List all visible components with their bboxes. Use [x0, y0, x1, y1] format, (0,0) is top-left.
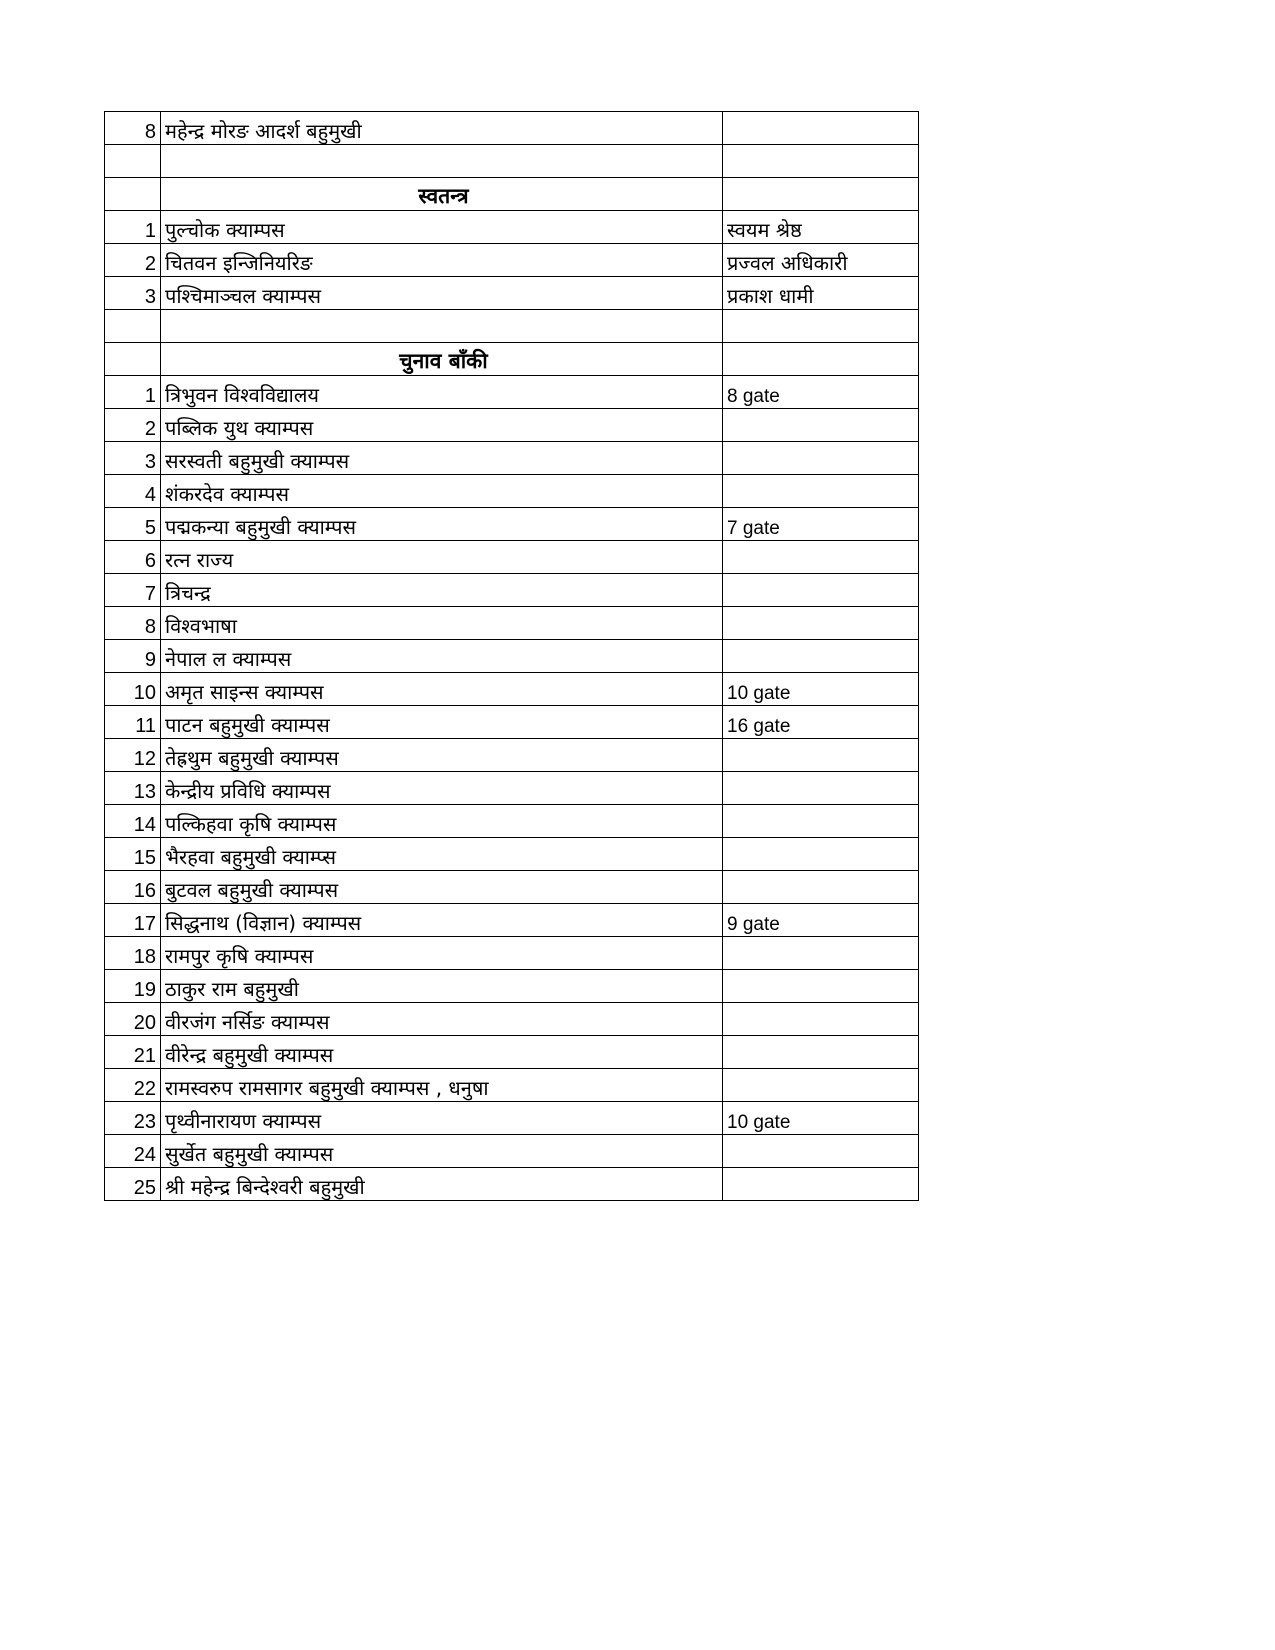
row-number: 14 — [105, 805, 161, 838]
table-row — [105, 376, 919, 409]
row-number: 7 — [105, 574, 161, 607]
note-cell: स्वयम श्रेष्ठ — [723, 211, 919, 244]
row-number: 6 — [105, 541, 161, 574]
row-number: 12 — [105, 739, 161, 772]
note-cell — [723, 640, 919, 673]
table-row — [105, 1135, 919, 1168]
empty-cell — [161, 145, 723, 178]
empty-cell — [161, 310, 723, 343]
row-number: 21 — [105, 1036, 161, 1069]
campus-name: वीरेन्द्र बहुमुखी क्याम्पस — [161, 1036, 723, 1069]
note-cell — [723, 805, 919, 838]
campus-name: बुटवल बहुमुखी क्याम्पस — [161, 871, 723, 904]
section-heading-row — [105, 343, 919, 376]
row-number: 18 — [105, 937, 161, 970]
table-row — [105, 706, 919, 739]
campus-name: त्रिचन्द्र — [161, 574, 723, 607]
campus-name: पश्चिमाञ्चल क्याम्पस — [161, 277, 723, 310]
campus-table-body — [105, 112, 919, 1201]
note-cell — [723, 871, 919, 904]
blank-row — [105, 310, 919, 343]
row-number: 3 — [105, 277, 161, 310]
campus-name: महेन्द्र मोरङ आदर्श बहुमुखी — [161, 112, 723, 145]
row-number: 25 — [105, 1168, 161, 1201]
note-cell: 9 gate — [723, 904, 919, 937]
empty-cell — [723, 178, 919, 211]
empty-cell — [105, 343, 161, 376]
campus-name: रामस्वरुप रामसागर बहुमुखी क्याम्पस , धनुषा — [161, 1069, 723, 1102]
note-cell: प्रज्वल अधिकारी — [723, 244, 919, 277]
campus-name: रत्न राज्य — [161, 541, 723, 574]
empty-cell — [723, 145, 919, 178]
empty-cell — [105, 310, 161, 343]
row-number: 8 — [105, 112, 161, 145]
note-cell — [723, 475, 919, 508]
note-cell — [723, 970, 919, 1003]
table-row — [105, 640, 919, 673]
note-cell — [723, 772, 919, 805]
note-cell — [723, 574, 919, 607]
row-number: 23 — [105, 1102, 161, 1135]
table-row — [105, 475, 919, 508]
row-number: 22 — [105, 1069, 161, 1102]
table-row — [105, 970, 919, 1003]
section-heading: स्वतन्त्र — [161, 178, 723, 211]
table-row — [105, 871, 919, 904]
empty-cell — [723, 343, 919, 376]
row-number: 8 — [105, 607, 161, 640]
row-number: 1 — [105, 376, 161, 409]
note-cell: 8 gate — [723, 376, 919, 409]
row-number: 11 — [105, 706, 161, 739]
table-row — [105, 772, 919, 805]
campus-name: सुर्खेत बहुमुखी क्याम्पस — [161, 1135, 723, 1168]
table-row — [105, 904, 919, 937]
campus-name: पाटन बहुमुखी क्याम्पस — [161, 706, 723, 739]
row-number: 24 — [105, 1135, 161, 1168]
row-number: 2 — [105, 409, 161, 442]
note-cell — [723, 1135, 919, 1168]
note-cell: 10 gate — [723, 1102, 919, 1135]
campus-name: नेपाल ल क्याम्पस — [161, 640, 723, 673]
row-number: 4 — [105, 475, 161, 508]
campus-name: त्रिभुवन विश्वविद्यालय — [161, 376, 723, 409]
empty-cell — [105, 145, 161, 178]
row-number: 5 — [105, 508, 161, 541]
campus-name: भैरहवा बहुमुखी क्याम्प्स — [161, 838, 723, 871]
campus-name: शंकरदेव क्याम्पस — [161, 475, 723, 508]
table-row — [105, 442, 919, 475]
campus-name: पल्किहवा कृषि क्याम्पस — [161, 805, 723, 838]
row-number: 16 — [105, 871, 161, 904]
campus-name: पुल्चोक क्याम्पस — [161, 211, 723, 244]
table-row — [105, 673, 919, 706]
note-cell — [723, 409, 919, 442]
campus-name: वीरजंग नर्सिङ क्याम्पस — [161, 1003, 723, 1036]
note-cell: 7 gate — [723, 508, 919, 541]
row-number: 3 — [105, 442, 161, 475]
row-number: 9 — [105, 640, 161, 673]
note-cell — [723, 937, 919, 970]
row-number: 15 — [105, 838, 161, 871]
campus-name: श्री महेन्द्र बिन्देश्वरी बहुमुखी — [161, 1168, 723, 1201]
table-row — [105, 1102, 919, 1135]
campus-name: सरस्वती बहुमुखी क्याम्पस — [161, 442, 723, 475]
campus-name: रामपुर कृषि क्याम्पस — [161, 937, 723, 970]
section-heading-row — [105, 178, 919, 211]
table-row — [105, 277, 919, 310]
row-number: 2 — [105, 244, 161, 277]
campus-table — [104, 111, 919, 1201]
campus-name: चितवन इन्जिनियरिङ — [161, 244, 723, 277]
note-cell — [723, 838, 919, 871]
note-cell — [723, 607, 919, 640]
campus-name: पद्मकन्या बहुमुखी क्याम्पस — [161, 508, 723, 541]
table-row — [105, 805, 919, 838]
table-row — [105, 1003, 919, 1036]
table-row — [105, 1069, 919, 1102]
campus-name: ठाकुर राम बहुमुखी — [161, 970, 723, 1003]
table-row — [105, 508, 919, 541]
campus-name: विश्वभाषा — [161, 607, 723, 640]
row-number: 13 — [105, 772, 161, 805]
table-row — [105, 1168, 919, 1201]
table-row — [105, 937, 919, 970]
table-row — [105, 574, 919, 607]
section-heading: चुनाव बाँकी — [161, 343, 723, 376]
campus-name: केन्द्रीय प्रविधि क्याम्पस — [161, 772, 723, 805]
table-row — [105, 541, 919, 574]
row-number: 20 — [105, 1003, 161, 1036]
campus-name: तेह्रथुम बहुमुखी क्याम्पस — [161, 739, 723, 772]
note-cell — [723, 1003, 919, 1036]
note-cell — [723, 1069, 919, 1102]
note-cell: 16 gate — [723, 706, 919, 739]
row-number: 10 — [105, 673, 161, 706]
row-number: 17 — [105, 904, 161, 937]
note-cell — [723, 739, 919, 772]
table-row — [105, 1036, 919, 1069]
note-cell: 10 gate — [723, 673, 919, 706]
table-row — [105, 211, 919, 244]
campus-name: सिद्धनाथ (विज्ञान) क्याम्पस — [161, 904, 723, 937]
note-cell — [723, 112, 919, 145]
note-cell — [723, 541, 919, 574]
campus-name: पब्लिक युथ क्याम्पस — [161, 409, 723, 442]
note-cell — [723, 1036, 919, 1069]
table-row — [105, 112, 919, 145]
row-number: 1 — [105, 211, 161, 244]
table-row — [105, 409, 919, 442]
table-row — [105, 739, 919, 772]
blank-row — [105, 145, 919, 178]
campus-name: अमृत साइन्स क्याम्पस — [161, 673, 723, 706]
campus-name: पृथ्वीनारायण क्याम्पस — [161, 1102, 723, 1135]
empty-cell — [723, 310, 919, 343]
table-row — [105, 607, 919, 640]
empty-cell — [105, 178, 161, 211]
table-row — [105, 838, 919, 871]
note-cell: प्रकाश धामी — [723, 277, 919, 310]
row-number: 19 — [105, 970, 161, 1003]
table-row — [105, 244, 919, 277]
note-cell — [723, 1168, 919, 1201]
note-cell — [723, 442, 919, 475]
